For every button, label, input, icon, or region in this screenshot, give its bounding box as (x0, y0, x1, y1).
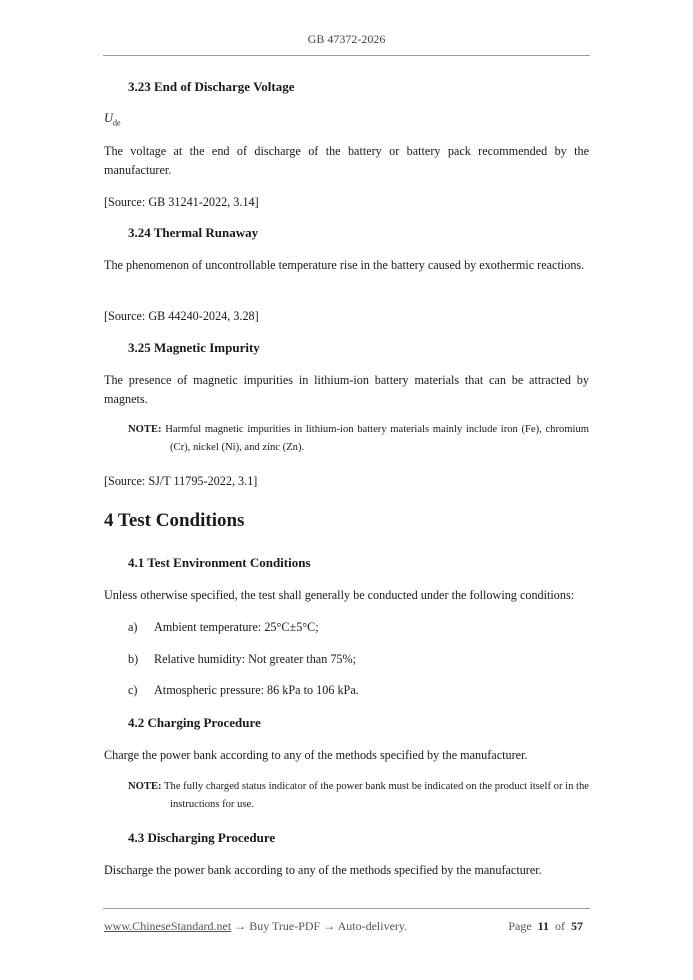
note-label: NOTE: (128, 424, 162, 435)
definition-3-23: The voltage at the end of discharge of the battery or battery pack recommended by the manufacturer. (104, 144, 589, 177)
note-4-2 (128, 778, 589, 814)
symbol-ude: $U_{de}$ (104, 111, 121, 128)
heading-4-3: 4.3 Discharging Procedure (128, 830, 276, 845)
paragraph-4-3: Discharge the power bank according to any of the methods specified by the manufacturer. (104, 863, 542, 877)
list-item-a: a) Ambient temperature: 25°C±5°C; (128, 620, 319, 634)
paragraph-4-2: Charge the power bank according to any of the methods specified by the manufacturer. (104, 748, 528, 762)
site-link[interactable]: www.ChineseStandard.net (104, 919, 232, 933)
page-number: Page 11 of 57 (508, 919, 583, 933)
auto-delivery-text: Auto-delivery. (337, 919, 408, 933)
heading-3-25: 3.25 Magnetic Impurity (128, 340, 260, 355)
document-id-header: GB 47372-2026 (307, 32, 386, 46)
note-text: Harmful magnetic impurities in lithium-ion battery materials mainly include iron (Fe), chromium (Cr), nickel (Ni), and zinc (Zn). (165, 424, 590, 453)
heading-4-1: 4.1 Test Environment Conditions (128, 555, 311, 570)
source-3-23: [Source: GB 31241-2022, 3.14] (104, 195, 259, 209)
source-3-24: [Source: GB 44240-2024, 3.28] (104, 309, 259, 323)
heading-4-2: 4.2 Charging Procedure (128, 715, 261, 730)
definition-3-25: The presence of magnetic impurities in lithium-ion battery materials that can be attracted by magnets. (104, 373, 589, 406)
heading-3-24: 3.24 Thermal Runaway (128, 225, 259, 240)
arrow-icon: → (323, 919, 336, 933)
footer-rule (103, 908, 590, 909)
note-text: The fully charged status indicator of the power bank must be indicated on the product itself or in the instructions for use. (164, 781, 589, 810)
definition-3-24: The phenomenon of uncontrollable temperature rise in the battery caused by exothermic reactions. (104, 258, 585, 272)
note-3-25 (128, 421, 589, 457)
note-label: NOTE: (128, 781, 162, 792)
heading-3-23: 3.23 End of Discharge Voltage (128, 79, 295, 94)
source-3-25: [Source: SJ/T 11795-2022, 3.1] (104, 474, 258, 488)
arrow-icon: → (234, 919, 247, 933)
paragraph-4-1: Unless otherwise specified, the test shall generally be conducted under the following conditions: (104, 588, 575, 602)
header-rule (103, 55, 590, 56)
list-item-b: b) Relative humidity: Not greater than 75%; (128, 652, 357, 666)
buy-pdf-link[interactable]: Buy True-PDF (249, 919, 321, 933)
list-item-c: c) Atmospheric pressure: 86 kPa to 106 kPa. (128, 683, 359, 697)
heading-4: 4 Test Conditions (104, 510, 245, 531)
